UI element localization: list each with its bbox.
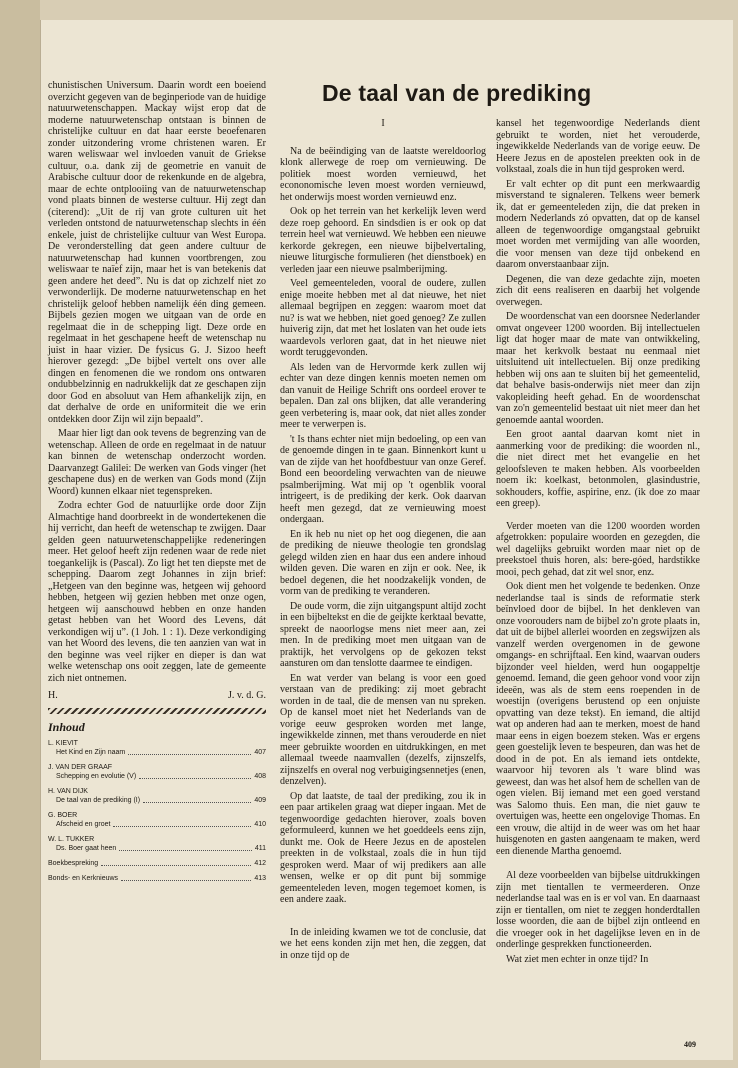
middle-paragraph: En wat verder van belang is voor een goed verstaan van de prediking: zij moet gebracht worden in de taal, die de mensen van nu spreken. Op de kansel moet niet het Nederlands van de vorige eeuw gesproken worden met lange, ingewikkelde zinnen, met thans verouderde en niet meer gebruikte woorden en uitdrukkingen, en met allemaal tweede naamvallen (dezelfs, zijnszelfs, zijnszelfs en overal nog verbuigingsennetjes (enen, denzelven). [280, 672, 486, 787]
toc-page: 411 [254, 845, 266, 852]
right-paragraph: De woordenschat van een doorsnee Nederlander omvat ongeveer 1200 woorden. Bij intellectuelen ligt dat hoger maar de mate van ontwikkeling, maar het kerkvolk bestaat nu eenmaal niet uitsluitend uit intellectuelen. Bij onze prediking hebben wij ons aan te sluiten bij het gemeentelid, dat behalve basis-onderwijs niet meer dan zijn vakopleiding heeft gehad. En de woordenschat van zo'n gemeentelid bestaat uit niet meer dan het genoemde aantal woorden. [496, 311, 700, 426]
section-number: I [381, 118, 385, 129]
left-paragraph: Maar hier ligt dan ook tevens de begrenzing van de wetenschap. Alleen de orde en regelmaat in de natuur kan binnen de wetenschap onderzocht worden. Daarvanzegt Galilei: De werken van Gods vinger (het geschapene dus) en de werken van Gods mond (Zijn Woord) kunnen elkaar niet tegenspreken. [48, 428, 266, 497]
left-column [48, 80, 266, 889]
right-column [496, 118, 700, 968]
toc-entry-title: Bonds- en Kerknieuws [48, 875, 119, 882]
right-paragraph: Verder moeten van die 1200 woorden worden afgetrokken: populaire woorden en gezegden, die wel dagelijks gebruikt worden maar niet op de preekstoel thuis horen, als: bere-góed, hardstikke mooi, pech gehad, dat zit wel snor, enz. [496, 520, 700, 578]
toc-item[interactable] [48, 811, 266, 829]
toc-entry-title: Ds. Boer gaat heen [56, 845, 117, 852]
toc-author: G. BOER [48, 812, 78, 819]
middle-column [280, 118, 486, 964]
middle-paragraph: 't Is thans echter niet mijn bedoeling, op een van de genoemde dingen in te gaan. Binnenkort kunt u van de zijde van het hoofdbestuur van onze Geref. Bond een beoordeling verwachten van de nieuwe psalmberijming. Wat mij op 't ogenblik vooral intrigeert, is de prediking der kerk. Ook daarvan heeft men gezegd, dat ze vernieuwing moest ondergaan. [280, 433, 486, 525]
page-gutter [0, 0, 40, 1068]
toc-page: 412 [254, 860, 266, 867]
toc-author: W. L. TUKKER [48, 836, 95, 843]
right-paragraph: Al deze voorbeelden van bijbelse uitdrukkingen zijn met tientallen te vermeerderen. Onze nederlandse taal was en is er vol van. En daarnaast zijn er tientallen, om niet te zeggen honderdtallen losse woorden, die aan de bijbel zijn ontleend en die vroeger ook in het dagelijkse leven en in de onderlinge gesprekken functioneerden. [496, 870, 700, 950]
toc-item[interactable] [48, 859, 266, 868]
signature [48, 690, 266, 702]
article-title: De taal van de prediking [322, 80, 592, 106]
toc-item[interactable] [48, 739, 266, 757]
toc-page: 408 [254, 773, 266, 780]
middle-paragraph: In de inleiding kwamen we tot de conclusie, dat we het eens konden zijn met hen, die zeggen, dat in onze tijd op de [280, 926, 486, 961]
signature-initial: H. [48, 690, 58, 701]
middle-paragraph: Na de beëindiging van de laatste wereldoorlog klonk allerwege de roep om vernieuwing. De politiek moest worden vernieuwd, het econonomische leven moest worden vernieuwd, het onderwijs moest worden vernieuwd enz. [280, 145, 486, 203]
middle-paragraph: Veel gemeenteleden, vooral de oudere, zullen enige moeite hebben met al dat nieuwe, het niet allemaal begrijpen en zeggen: waarom moet dat nu? is wat we hebben, niet goed genoeg? Ze zullen huiverig zijn, dat met het loslaten van het oude iets waardevols verloren gaat, dat in het nieuwe niet wordt teruggevonden. [280, 278, 486, 358]
middle-paragraph: Als leden van de Hervormde kerk zullen wij echter van deze dingen kennis moeten nemen om dan vanuit de Heilige Schrift ons oordeel erover te bepalen. Dan zal ons blijken, dat alle verandering geen verbetering is, maar ook, dat niet alles zonder meer te verwerpen is. [280, 361, 486, 430]
middle-paragraph: De oude vorm, die zijn uitgangspunt altijd zocht in een bijbeltekst en die de geijkte kerktaal bevatte, spreekt de naoorlogse mens niet meer aan, zei men. In de prediking moet men uitgaan van de praktijk, het vervolgens op de gekozen tekst aansturen om dan tenslotte daarmee te eindigen. [280, 600, 486, 669]
toc-page: 413 [254, 875, 266, 882]
middle-paragraph: Op dat laatste, de taal der prediking, zou ik in een paar artikelen graag wat dieper ingaan. Met de tegenwoordige gedachten hierover, zoals boven geformuleerd, kunnen we het goeddeels eens zijn, dunkt me. Ook de Heere Jezus en de apostelen preekten in de volkstaal, zoals die in hun tijd gesproken werd. Maar of wij predikers aan alle wensen, welke er op dit punt bij sommige gemeenteleden leven, mogen tegemoet komen, is een andere zaak. [280, 790, 486, 905]
toc-item[interactable] [48, 787, 266, 805]
right-paragraph: kansel het tegenwoordige Nederlands dient gebruikt te worden, niet het verouderde, ingewikkelde Nederlands van de vorige eeuw. De Heere Jezus en de apostelen preekten ook in de volkstaal, zoals die in hun tijd gesproken werd. [496, 118, 700, 175]
toc-title: Inhoud [48, 719, 85, 734]
page-number: 409 [684, 1040, 696, 1049]
toc-entry-title: De taal van de prediking (I) [56, 797, 141, 804]
toc-page: 410 [254, 821, 266, 828]
toc-author: H. VAN DIJK [48, 788, 88, 795]
toc-entry-title: Afscheid en groet [56, 821, 111, 828]
left-paragraph: Zodra echter God de natuurlijke orde door Zijn Almachtige hand doorbreekt in de wondertekenen die hij verricht, dan heeft de wetenschap te zwijgen. Daar gelden geen natuurwetenschappelijke redeneringen meer. Het geloof heeft zijn redenen waar de rede niet toegankelijk is (Pascal). Zo ligt het ten diepste met de schepping. Daarom zegt Johannes in zijn brief: „Hetgeen van den beginne was, hetgeen wij gehoord hebben, hetgeen wij gezien hebben met onze ogen, hetgeen wij aanschouwd hebben en onze handen getast hebben van het Woord des Levens, dát verkondigen wij u”. (1 Joh. 1 : 1). Deze verkondiging van het Woord des levens, die ten aanzien van wat in den beginne was veel rijker en dieper is dan wat welke wetenschap ons ooit zeggen, late de gemeente zich niet ontnemen. [48, 500, 266, 684]
toc-item[interactable] [48, 874, 266, 883]
toc-page: 409 [254, 797, 266, 804]
toc-author: J. VAN DER GRAAF [48, 764, 113, 771]
right-paragraph: Ook dient men het volgende te bedenken. Onze nederlandse taal is sinds de reformatie sterk beïnvloed door de bijbel. In het denkleven van onze voorouders nam de bijbel zo'n grote plaats in, dat uit de bijbel allerlei woorden en zegswijzen als vanzelf werden overgenomen in de gewone omgangs- en schrijftaal. Een kind, waarvan ouders bijzonder veel hielden, werd hun oogappeltje genoemd. Iemand, die geen gehoor vond voor zijn ideeën, was als de stem eens roependen in de woestijn (overigens berustend op een onjuiste opvatting van deze tekst). En iemand, die altijd wat op anderen had aan te merken, moest de hand maar eens in eigen boezem steken. Was er ergens geen goestelijk leven te bespeuren, dan was het de dood in de pot. En als iemand iets ontdekte, waarvoor hij tevoren als 't ware blind was geweest, dan was het alsof hem de schellen van de ogen vielen. Bij iemand met een goed verstand was Salomo thuis. Een man, die niet gauw te overtuigen was, heette een ongelovige Thomas. En een vrouw, die altijd in de weer was om het haar huisgenoten en gasten aangenaam te maken, werd een dienende Martha genoemd. [496, 581, 700, 857]
toc-entry-title: Schepping en evolutie (V) [56, 773, 137, 780]
decorative-divider [48, 708, 266, 714]
middle-paragraph: En ik heb nu niet op het oog diegenen, die aan de prediking de nieuwe theologie ten grondslag gelegd wilden zien en haar dus een andere inhoud wilden geven. Die waren en zijn er ook. Nee, ik bedoel degenen, die het noodzakelijk vonden, de vorm van de prediking te veranderen. [280, 528, 486, 597]
right-paragraph: Een groot aantal daarvan komt niet in aanmerking voor de prediking: die woorden nl., die niet direct met het evangelie en het geloofsleven te maken hebben. Als voorbeelden noem ik: koelkast, betonmolen, glasindustrie, sokhouders, koffie, aspirine, enz. (ik doe zo maar een greep). [496, 429, 700, 509]
toc-item[interactable] [48, 763, 266, 781]
middle-paragraph: Ook op het terrein van het kerkelijk leven werd deze roep gehoord. En sindsdien is er ook op dat terrein heel wat vernieuwd. We hebben een nieuwe kerkorde gekregen, een nieuwe bijbelvertaling, nieuwe liturgische formulieren (het dienstboek) en verleden jaar een nieuwe psalmberijming. [280, 206, 486, 275]
right-paragraph: Degenen, die van deze gedachte zijn, moeten zich dit eens realiseren en daarbij het volgende overwegen. [496, 273, 700, 308]
toc-entry-title: Het Kind en Zijn naam [56, 749, 126, 756]
signature-name: J. v. d. G. [228, 690, 266, 701]
toc-page: 407 [254, 749, 266, 756]
toc-entry-title: Boekbespreking [48, 860, 99, 867]
right-paragraph: Wat ziet men echter in onze tijd? In [506, 953, 649, 965]
table-of-contents [48, 739, 266, 883]
left-paragraph: chunistischen Universum. Daarin wordt een boeiend overzicht gegeven van de beginperiode van de huidige natuurwetenschappen. Mackay wijst erop dat de moderne natuurwetenschap ontstaan is binnen de christelijke cultuur en dat haar eerste beoefenaren zonder uitzondering vrome christenen waren. Er waren weliswaar wel invloeden vanuit de Griekse cultuur, o.a. dank zij de geometrie en vanuit de Arabische cultuur door de rekenkunde en de algebra, maar de echte ontplooiing van de natuurwetenschap vond plaats binnen de westerse cultuur. Hij zegt dan (citerend): „Uit de rij van grote culturen uit het verleden ontstond de natuurwetenschap slechts in één enkele, juist de christelijke cultuur van West Europa. De veronderstelling dat geen andere cultuur de natuurwetenschap had kunnen voortbrengen, zou weliswaar te naïef zijn, maar het is van betekenis dat geen andere het deed”. Nu is dat op zichzelf niet zo verwonderlijk. De moderne natuurwetenschap en het christelijk geloof hebben namelijk één ding gemeen. Bijbels gezien mogen we uitgaan van de orde en regelmaat die in de schepping ligt. Deze orde en regelmaat in het geschapene heeft de wetenschap nu juist in haar vizier. De fysicus G. J. Sizoo heeft hierover gezegd: „De bijbel vertelt ons over alle dingen en fenomenen die we rondom ons ontwaren ondubbelzinnig en nadrukkelijk dat ze geschapen zijn door God en absoluut van Hem afhankelijk zijn, en dat derhalve de orde en uniformiteit die we erin ontdekken door Zijn wil zijn bepaald”. [48, 80, 266, 425]
toc-author: L. KIEVIT [48, 740, 78, 747]
right-paragraph: Er valt echter op dit punt een merkwaardig misverstand te signaleren. Telkens weer bemerk ik, dat er gemeenteleden zijn, die dat preken in modern Nederlands zó opvatten, dat op de kansel alleen de tegenwoordige omgangstaal gebruikt moet worden met vermijding van alle woorden, die voor mensen van deze tijd onbekend en daarom onverstaanbaar zijn. [496, 178, 700, 270]
toc-item[interactable] [48, 835, 266, 853]
